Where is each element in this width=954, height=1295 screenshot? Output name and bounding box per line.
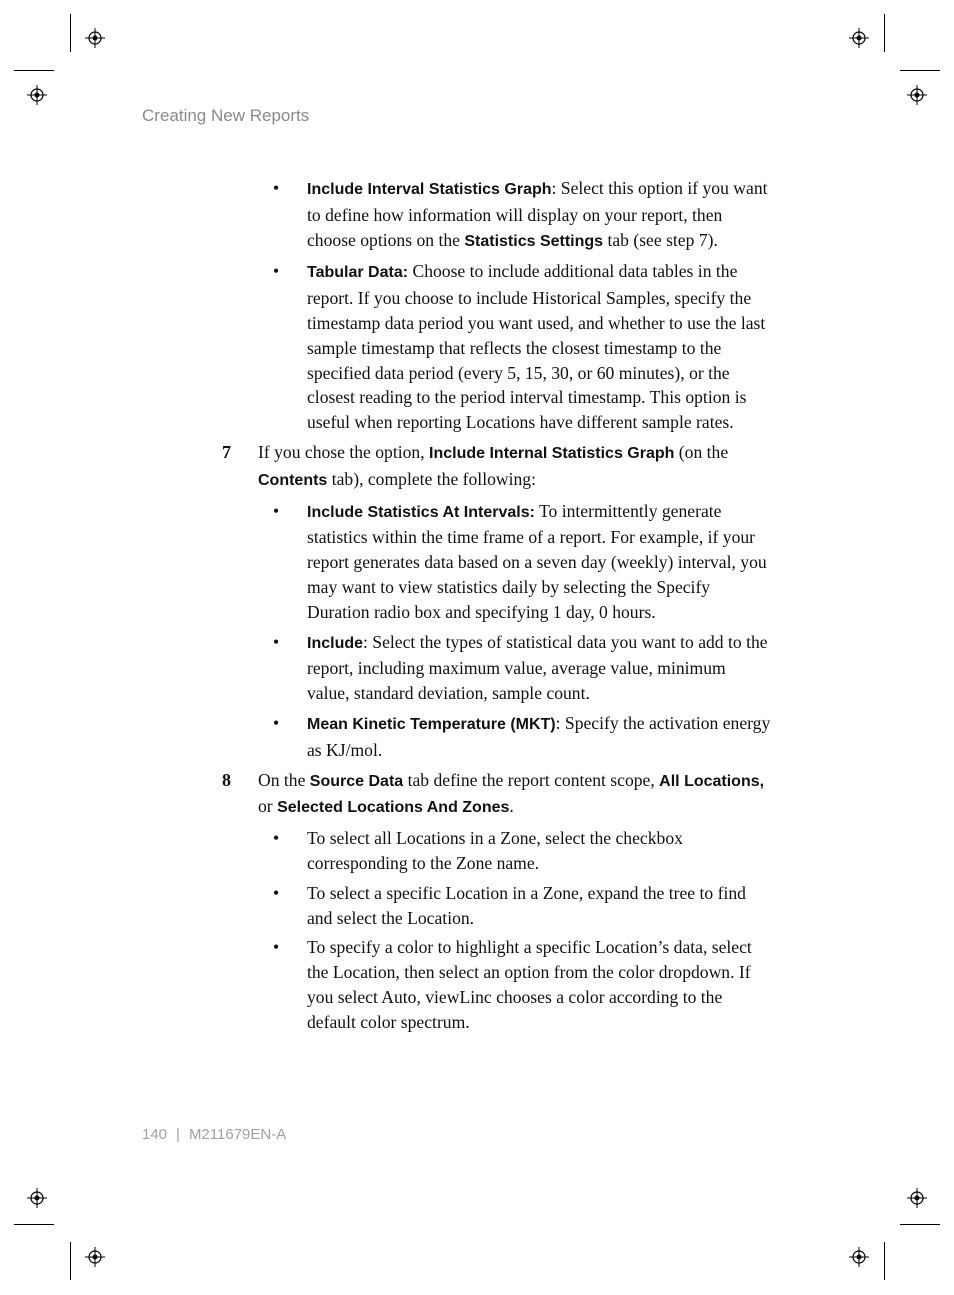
bullet-icon: • (273, 712, 280, 733)
option-description: : Select the types of statistical data you want to add to the report, including maximum value, average value, minimum value, standard deviation, sample count. (307, 631, 768, 704)
list-item (273, 711, 772, 763)
step-text: or (258, 796, 278, 817)
registration-mark-icon (27, 85, 47, 105)
registration-mark-icon (85, 28, 105, 48)
item-text: To select all Locations in a Zone, select the checkbox corresponding to the Zone name. (307, 828, 683, 873)
list-item (273, 259, 772, 435)
page-footer (142, 1126, 286, 1143)
list-item (273, 499, 772, 625)
step-text: tab), complete the following: (327, 468, 536, 489)
option-description: To intermittently generate statistics within the time frame of a report. For example, if your report generates data based on a seven day (weekly) interval, you may want to view statistics daily by selecting the Specify Duration radio box and specifying 1 day, 0 hours. (307, 500, 767, 622)
body-content (222, 176, 772, 1040)
step-text: On the (258, 769, 310, 790)
item-text: To select a specific Location in a Zone, expand the tree to find and select the Location. (307, 882, 746, 928)
option-description: : Specify the activation energy as KJ/mol. (307, 712, 771, 760)
list-item (273, 176, 772, 254)
step-7 (222, 440, 772, 494)
tab-name: Source Data (309, 772, 404, 790)
option-name: Include Statistics At Intervals: (307, 503, 535, 521)
crop-mark (900, 1224, 940, 1225)
list-item (273, 935, 772, 1034)
bullet-icon: • (273, 500, 280, 521)
step-text: tab define the report content scope, (403, 769, 660, 790)
crop-mark (70, 14, 71, 52)
step-8 (222, 768, 772, 822)
list-item (273, 630, 772, 706)
registration-mark-icon (907, 85, 927, 105)
option-name: All Locations, (659, 772, 765, 790)
registration-mark-icon (27, 1188, 47, 1208)
bullet-icon: • (273, 828, 280, 849)
page-number: 140 (142, 1126, 168, 1143)
crop-mark (884, 14, 885, 52)
bullet-icon: • (273, 178, 280, 198)
registration-mark-icon (907, 1188, 927, 1208)
step-text: . (509, 796, 514, 817)
option-name: Include Interval Statistics Graph (307, 181, 552, 198)
tab-name: Statistics Settings (464, 232, 604, 250)
crop-mark (70, 1242, 71, 1280)
option-name: Mean Kinetic Temperature (MKT) (307, 715, 556, 733)
document-id: M211679EN-A (188, 1126, 287, 1143)
option-description: Choose to include additional data tables in the report. If you choose to include Historical Samples, specify the timestamp data period you want used, and whether to use the last sample timestamp that reflects the closest timestamp to the specified data period (every 5, 15, 30, or 60 minutes), or the closest reading to the period interval timestamp. This option is useful when reporting Locations have different sample rates. (307, 261, 766, 433)
footer-separator: | (176, 1126, 180, 1143)
crop-mark (14, 70, 54, 71)
crop-mark (900, 70, 940, 71)
list-item (273, 826, 772, 876)
registration-mark-icon (849, 1247, 869, 1267)
option-name: Tabular Data: (307, 264, 409, 282)
running-header: Creating New Reports (142, 106, 310, 125)
bullet-icon: • (273, 261, 280, 282)
option-name: Include (307, 634, 364, 652)
registration-mark-icon (849, 28, 869, 48)
option-description: : Select this option if you want to define how information will display on your report, then choose options on the (307, 178, 768, 250)
crop-mark (884, 1242, 885, 1280)
option-name: Selected Locations And Zones (277, 799, 510, 817)
option-description: tab (see step 7). (603, 229, 718, 250)
registration-mark-icon (85, 1247, 105, 1267)
list-item (273, 881, 772, 931)
step-number: 7 (222, 441, 231, 462)
bullet-icon: • (273, 937, 280, 958)
bullet-icon: • (273, 631, 280, 652)
step-number: 8 (222, 769, 231, 790)
crop-mark (14, 1224, 54, 1225)
tab-name: Contents (258, 471, 328, 489)
item-text: To specify a color to highlight a specific Location’s data, select the Location, then select an option from the color dropdown. If you select Auto, viewLinc chooses a color according to the default color spectrum. (307, 937, 752, 1032)
step-text: (on the (674, 441, 729, 462)
option-name: Include Internal Statistics Graph (429, 444, 675, 462)
step-text: If you chose the option, (258, 441, 430, 462)
bullet-icon: • (273, 882, 280, 903)
